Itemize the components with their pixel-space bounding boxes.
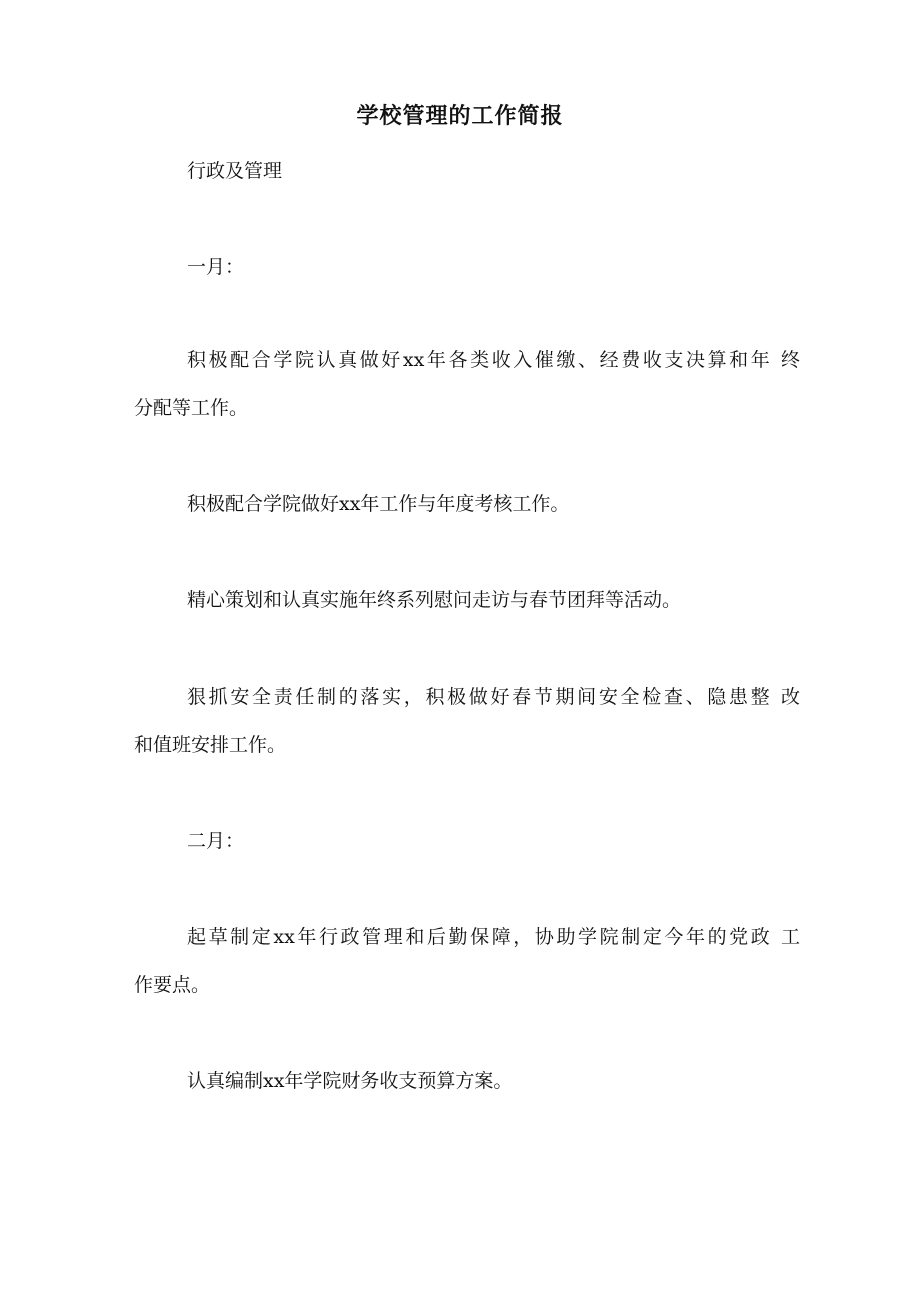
- paragraph-1-line-1: 积极配合学院认真做好xx年各类收入催缴、经费收支决算和年 终: [187, 349, 800, 371]
- paragraph-4-line-2: 和值班安排工作。: [134, 734, 287, 756]
- paragraph-2: 积极配合学院做好xx年工作与年度考核工作。: [187, 493, 570, 515]
- month-heading-january: 一月：: [187, 256, 245, 278]
- paragraph-4-line-1: 狠抓安全责任制的落实，积极做好春节期间安全检查、隐患整 改: [187, 686, 800, 708]
- document-title: 学校管理的工作简报: [356, 103, 564, 129]
- month-heading-february: 二月：: [187, 830, 245, 852]
- paragraph-5-line-2: 作要点。: [134, 974, 211, 996]
- paragraph-1-line-2: 分配等工作。: [134, 397, 249, 419]
- paragraph-3: 精心策划和认真实施年终系列慰问走访与春节团拜等活动。: [187, 589, 682, 611]
- paragraph-5-line-1: 起草制定xx年行政管理和后勤保障，协助学院制定今年的党政 工: [187, 926, 800, 948]
- section-heading-admin: 行政及管理: [187, 160, 283, 182]
- paragraph-6: 认真编制xx年学院财务收支预算方案。: [187, 1070, 513, 1092]
